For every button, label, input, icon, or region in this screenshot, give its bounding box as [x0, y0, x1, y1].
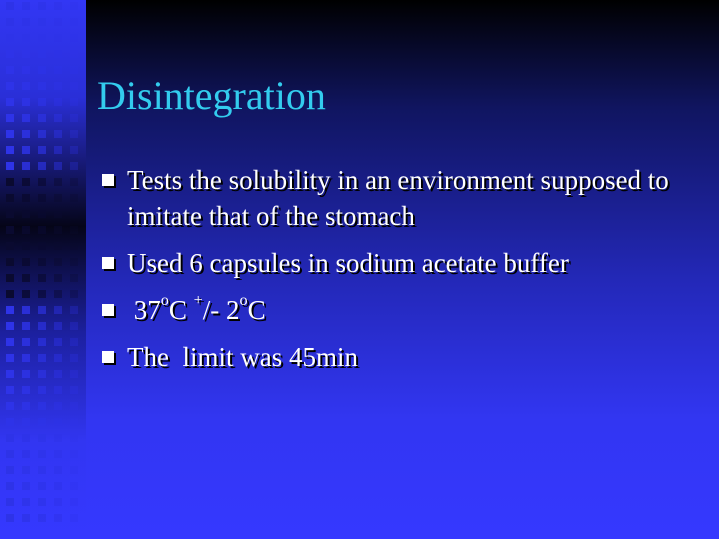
- decorative-square: [6, 274, 14, 282]
- decorative-square: [38, 434, 46, 442]
- square-bullet-icon: [102, 351, 114, 363]
- decorative-square: [6, 194, 14, 202]
- decorative-square: [38, 2, 46, 10]
- decorative-square: [70, 242, 78, 250]
- decorative-square: [70, 418, 78, 426]
- superscript-text: o: [160, 291, 169, 310]
- bullet-item: [100, 339, 700, 375]
- decorative-square: [38, 242, 46, 250]
- decorative-square: [54, 2, 62, 10]
- decorative-square: [54, 466, 62, 474]
- decorative-square: [54, 18, 62, 26]
- decorative-square: [38, 66, 46, 74]
- decorative-square: [70, 354, 78, 362]
- decorative-square: [54, 450, 62, 458]
- decorative-square: [54, 514, 62, 522]
- decorative-square: [22, 482, 30, 490]
- decorative-square: [54, 322, 62, 330]
- decorative-square: [70, 162, 78, 170]
- decorative-square: [70, 18, 78, 26]
- decorative-square: [38, 306, 46, 314]
- decorative-square: [6, 258, 14, 266]
- decorative-square: [54, 50, 62, 58]
- decorative-square: [70, 226, 78, 234]
- decorative-square: [6, 130, 14, 138]
- decorative-square: [54, 290, 62, 298]
- decorative-square: [70, 274, 78, 282]
- decorative-square: [38, 402, 46, 410]
- decorative-square: [70, 2, 78, 10]
- decorative-square: [38, 514, 46, 522]
- decorative-square: [54, 178, 62, 186]
- decorative-square: [22, 162, 30, 170]
- decorative-square: [38, 18, 46, 26]
- decorative-square: [6, 402, 14, 410]
- decorative-square: [6, 82, 14, 90]
- decorative-square: [54, 98, 62, 106]
- decorative-square: [22, 466, 30, 474]
- decorative-square: [38, 178, 46, 186]
- decorative-square: [70, 514, 78, 522]
- decorative-square: [6, 514, 14, 522]
- decorative-square: [38, 194, 46, 202]
- decorative-square: [54, 34, 62, 42]
- decorative-square: [22, 370, 30, 378]
- decorative-square: [6, 450, 14, 458]
- decorative-square: [6, 34, 14, 42]
- decorative-square: [54, 338, 62, 346]
- bullet-text: /- 2: [202, 295, 240, 325]
- decorative-square: [6, 162, 14, 170]
- decorative-square: [22, 146, 30, 154]
- decorative-square: [70, 34, 78, 42]
- decorative-square: [22, 290, 30, 298]
- decorative-square: [6, 50, 14, 58]
- decorative-square: [70, 50, 78, 58]
- decorative-square: [54, 82, 62, 90]
- decorative-square: [70, 370, 78, 378]
- decorative-square: [38, 98, 46, 106]
- decorative-square: [70, 306, 78, 314]
- decorative-square: [38, 162, 46, 170]
- superscript-text: +: [193, 291, 203, 310]
- decorative-square: [6, 306, 14, 314]
- decorative-square: [70, 450, 78, 458]
- decorative-square: [6, 18, 14, 26]
- decorative-square: [54, 162, 62, 170]
- square-bullet-icon: [102, 304, 114, 316]
- decorative-square: [54, 418, 62, 426]
- decorative-square: [54, 434, 62, 442]
- decorative-square: [54, 386, 62, 394]
- decorative-square: [70, 130, 78, 138]
- square-bullet-icon: [102, 174, 114, 186]
- decorative-square: [38, 146, 46, 154]
- decorative-square: [6, 370, 14, 378]
- decorative-square: [6, 114, 14, 122]
- decorative-square: [22, 210, 30, 218]
- square-bullet-icon: [102, 257, 114, 269]
- decorative-square: [6, 242, 14, 250]
- decorative-square: [70, 194, 78, 202]
- decorative-square: [22, 434, 30, 442]
- decorative-square: [38, 114, 46, 122]
- decorative-square: [22, 402, 30, 410]
- decorative-square: [70, 66, 78, 74]
- decorative-square: [70, 114, 78, 122]
- decorative-square: [22, 34, 30, 42]
- decorative-square: [54, 274, 62, 282]
- bullet-text: C: [168, 295, 194, 325]
- decorative-square: [54, 130, 62, 138]
- decorative-square: [38, 338, 46, 346]
- decorative-square: [6, 434, 14, 442]
- decorative-square: [22, 18, 30, 26]
- decorative-square: [38, 274, 46, 282]
- bullet-text: Tests the solubility in an environment supposed to imitate that of the stomach: [127, 165, 669, 231]
- decorative-square: [54, 354, 62, 362]
- bullet-item: [100, 162, 700, 234]
- bullet-text: 37: [127, 295, 161, 325]
- decorative-square: [38, 82, 46, 90]
- decorative-square: [38, 258, 46, 266]
- decorative-square: [6, 386, 14, 394]
- decorative-square: [6, 2, 14, 10]
- decorative-square: [6, 98, 14, 106]
- decorative-square: [38, 290, 46, 298]
- bullet-text: The limit was 45min: [127, 342, 358, 372]
- decorative-square: [22, 498, 30, 506]
- decorative-square: [6, 498, 14, 506]
- decorative-square: [54, 114, 62, 122]
- decorative-square: [70, 498, 78, 506]
- decorative-square: [54, 66, 62, 74]
- decorative-square: [6, 418, 14, 426]
- decorative-square: [54, 226, 62, 234]
- decorative-square: [38, 386, 46, 394]
- decorative-square: [38, 322, 46, 330]
- decorative-square: [54, 194, 62, 202]
- decorative-square: [54, 258, 62, 266]
- decorative-square: [54, 498, 62, 506]
- decorative-square: [22, 242, 30, 250]
- decorative-square: [38, 466, 46, 474]
- decorative-square: [54, 146, 62, 154]
- decorative-square: [54, 210, 62, 218]
- decorative-square: [6, 322, 14, 330]
- decorative-square: [22, 66, 30, 74]
- bullet-item: [100, 245, 700, 281]
- decorative-square: [6, 226, 14, 234]
- decorative-square: [6, 66, 14, 74]
- decorative-square: [70, 290, 78, 298]
- decorative-square: [6, 146, 14, 154]
- decorative-square: [70, 210, 78, 218]
- decorative-square: [22, 130, 30, 138]
- decorative-square: [6, 466, 14, 474]
- decorative-square: [70, 178, 78, 186]
- decorative-square: [70, 258, 78, 266]
- decorative-square: [22, 338, 30, 346]
- bullet-text: C: [247, 295, 266, 325]
- decorative-square: [70, 482, 78, 490]
- decorative-square: [22, 306, 30, 314]
- decorative-square: [22, 386, 30, 394]
- decorative-square: [54, 402, 62, 410]
- decorative-square: [70, 434, 78, 442]
- bullet-item: [100, 292, 700, 328]
- decorative-square: [70, 338, 78, 346]
- decorative-square: [38, 226, 46, 234]
- decorative-square: [38, 498, 46, 506]
- decorative-square: [38, 450, 46, 458]
- decorative-square: [22, 322, 30, 330]
- decorative-square: [22, 514, 30, 522]
- decorative-square: [54, 306, 62, 314]
- decorative-square: [38, 482, 46, 490]
- decorative-square: [6, 482, 14, 490]
- decorative-square: [54, 242, 62, 250]
- decorative-square: [70, 402, 78, 410]
- decorative-square: [22, 178, 30, 186]
- decorative-square: [38, 210, 46, 218]
- decorative-square: [38, 130, 46, 138]
- decorative-square: [38, 34, 46, 42]
- decorative-square: [38, 354, 46, 362]
- decorative-square: [22, 450, 30, 458]
- decorative-square: [22, 354, 30, 362]
- decorative-square: [70, 146, 78, 154]
- decorative-square: [22, 98, 30, 106]
- decorative-square: [54, 370, 62, 378]
- decorative-square: [22, 226, 30, 234]
- slide-title: Disintegration: [97, 73, 326, 118]
- decorative-square: [6, 290, 14, 298]
- decorative-square: [38, 370, 46, 378]
- decorative-square: [6, 178, 14, 186]
- decorative-square: [6, 210, 14, 218]
- bullet-text: Used 6 capsules in sodium acetate buffer: [127, 248, 569, 278]
- decorative-square: [70, 322, 78, 330]
- decorative-square: [70, 386, 78, 394]
- decorative-square: [22, 114, 30, 122]
- decorative-square: [22, 274, 30, 282]
- decorative-square: [70, 466, 78, 474]
- decorative-square: [38, 418, 46, 426]
- decorative-square: [54, 482, 62, 490]
- decorative-square: [70, 98, 78, 106]
- decorative-square: [38, 50, 46, 58]
- decorative-square: [70, 82, 78, 90]
- decorative-square: [22, 418, 30, 426]
- decorative-square: [22, 2, 30, 10]
- decorative-square: [22, 194, 30, 202]
- decorative-square: [22, 50, 30, 58]
- superscript-text: o: [239, 291, 248, 310]
- decorative-square: [22, 82, 30, 90]
- bullet-list: [100, 162, 700, 386]
- decorative-square: [22, 258, 30, 266]
- decorative-square: [6, 354, 14, 362]
- decorative-square-pattern: [0, 0, 86, 539]
- decorative-square: [6, 338, 14, 346]
